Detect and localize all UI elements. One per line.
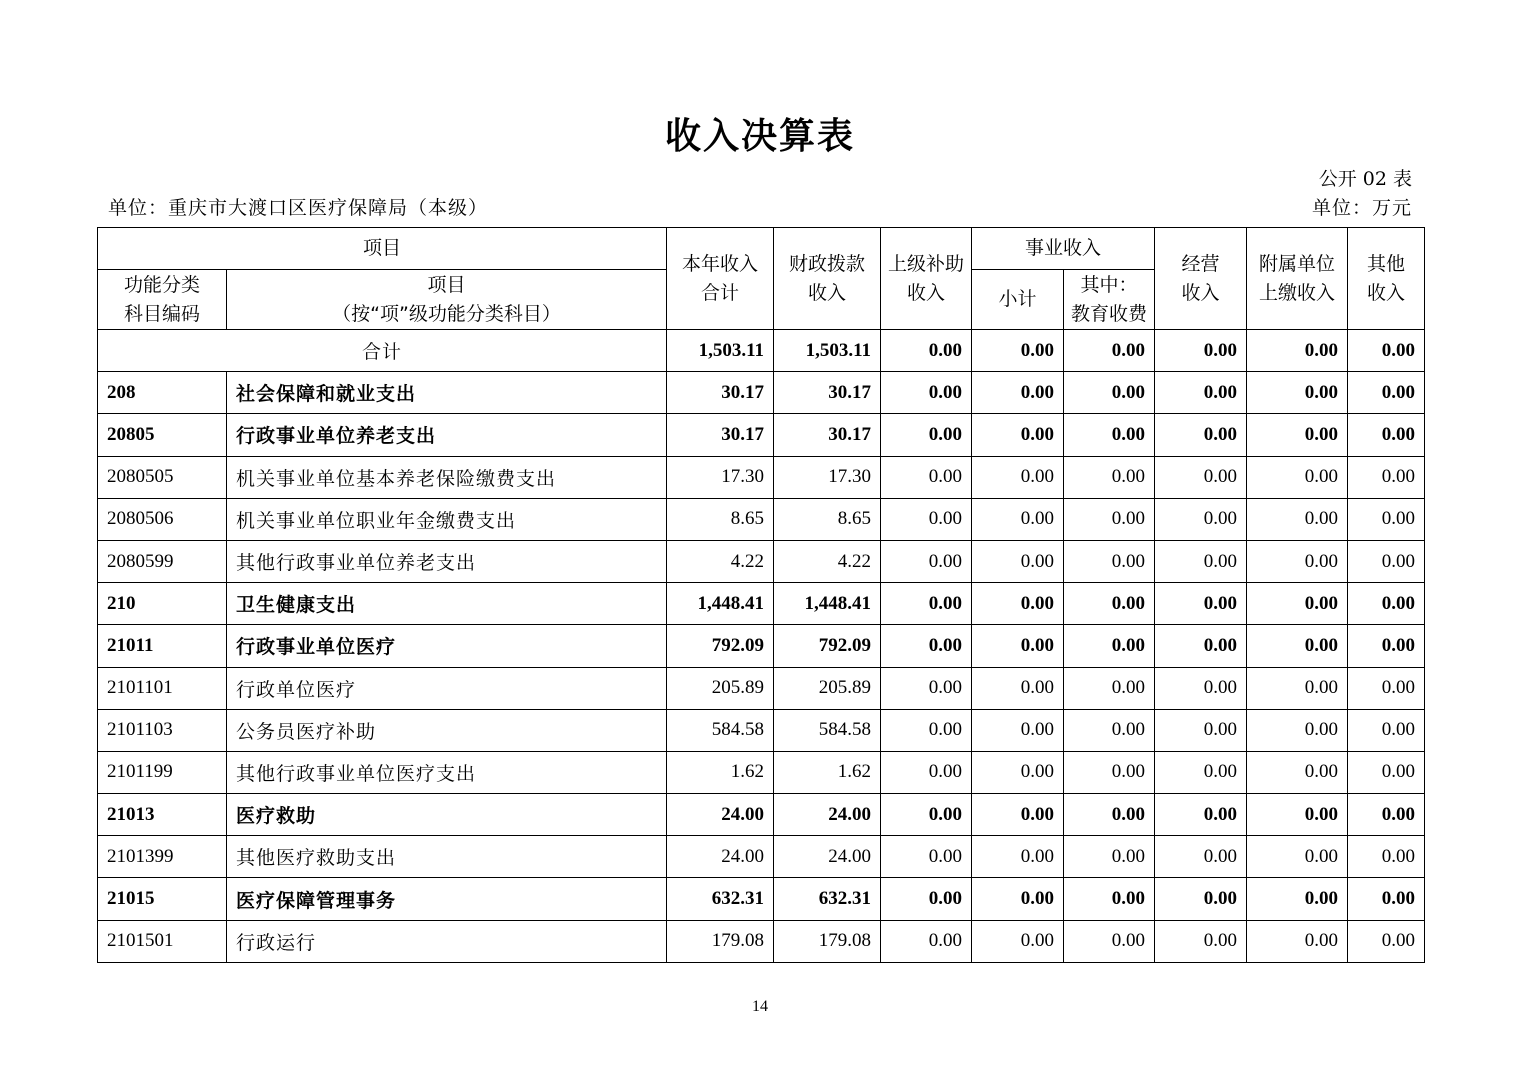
row-value-other: 0.00 — [1348, 878, 1425, 920]
row-value-affiliate: 0.00 — [1247, 794, 1348, 836]
table-row — [98, 836, 1425, 878]
row-value-fiscal: 1,448.41 — [774, 583, 881, 625]
header-public-group: 事业收入 — [972, 228, 1155, 270]
row-value-business: 0.00 — [1155, 540, 1247, 582]
row-value-business: 0.00 — [1155, 498, 1247, 540]
header-superior-line2: 收入 — [907, 281, 946, 304]
row-value-affiliate: 0.00 — [1247, 540, 1348, 582]
row-value-income: 205.89 — [667, 667, 774, 709]
row-value-other: 0.00 — [1348, 414, 1425, 456]
header-fiscal-line2: 收入 — [808, 281, 847, 304]
row-value-fiscal: 584.58 — [774, 709, 881, 751]
row-value-affiliate: 0.00 — [1247, 583, 1348, 625]
page-number: 14 — [752, 998, 768, 1015]
table-row — [98, 583, 1425, 625]
row-value-other: 0.00 — [1348, 836, 1425, 878]
row-value-affiliate: 0.00 — [1247, 920, 1348, 962]
row-value-fiscal: 24.00 — [774, 794, 881, 836]
row-value-affiliate: 0.00 — [1247, 498, 1348, 540]
income-table — [97, 227, 1425, 963]
row-value-edu: 0.00 — [1064, 667, 1155, 709]
row-value-other: 0.00 — [1348, 540, 1425, 582]
row-value-subtotal: 0.00 — [972, 540, 1064, 582]
row-value-business: 0.00 — [1155, 878, 1247, 920]
row-value-income: 17.30 — [667, 456, 774, 498]
row-value-superior: 0.00 — [881, 836, 972, 878]
row-value-subtotal: 0.00 — [972, 414, 1064, 456]
row-value-edu: 0.00 — [1064, 751, 1155, 793]
row-value-fiscal: 179.08 — [774, 920, 881, 962]
row-code: 2101501 — [98, 920, 227, 962]
header-affiliate-line1: 附属单位 — [1259, 252, 1336, 275]
row-value-income: 584.58 — [667, 709, 774, 751]
row-value-edu: 0.00 — [1064, 625, 1155, 667]
row-value-subtotal: 0.00 — [972, 583, 1064, 625]
row-value-superior: 0.00 — [881, 414, 972, 456]
row-value-other: 0.00 — [1348, 709, 1425, 751]
table-row — [98, 709, 1425, 751]
row-value-business: 0.00 — [1155, 751, 1247, 793]
row-code: 208 — [98, 372, 227, 414]
header-item-group: 项目 — [98, 228, 667, 270]
row-value-business: 0.00 — [1155, 667, 1247, 709]
row-value-superior: 0.00 — [881, 751, 972, 793]
table-row — [98, 625, 1425, 667]
table-row — [98, 878, 1425, 920]
row-value-income: 1.62 — [667, 751, 774, 793]
header-other-line1: 其他 — [1367, 252, 1406, 275]
row-value-edu: 0.00 — [1064, 540, 1155, 582]
total-value-income: 1,503.11 — [667, 330, 774, 372]
row-value-fiscal: 30.17 — [774, 372, 881, 414]
total-value-superior: 0.00 — [881, 330, 972, 372]
header-code — [98, 270, 227, 330]
row-code: 21013 — [98, 794, 227, 836]
row-value-other: 0.00 — [1348, 920, 1425, 962]
header-subtotal: 小计 — [972, 270, 1064, 330]
row-value-edu: 0.00 — [1064, 456, 1155, 498]
table-row — [98, 498, 1425, 540]
header-business — [1155, 228, 1247, 330]
row-name: 机关事业单位基本养老保险缴费支出 — [227, 456, 667, 498]
row-code: 2101103 — [98, 709, 227, 751]
row-value-fiscal: 17.30 — [774, 456, 881, 498]
row-value-other: 0.00 — [1348, 456, 1425, 498]
row-name: 行政单位医疗 — [227, 667, 667, 709]
total-value-subtotal: 0.00 — [972, 330, 1064, 372]
table-row — [98, 372, 1425, 414]
row-value-other: 0.00 — [1348, 794, 1425, 836]
row-value-superior: 0.00 — [881, 540, 972, 582]
row-value-fiscal: 30.17 — [774, 414, 881, 456]
header-total — [667, 228, 774, 330]
form-number: 公开 02 表 — [1318, 168, 1412, 190]
row-code: 2101399 — [98, 836, 227, 878]
row-value-other: 0.00 — [1348, 498, 1425, 540]
row-value-edu: 0.00 — [1064, 709, 1155, 751]
header-total-line2: 合计 — [701, 281, 740, 304]
row-value-affiliate: 0.00 — [1247, 372, 1348, 414]
row-value-superior: 0.00 — [881, 372, 972, 414]
row-name: 公务员医疗补助 — [227, 709, 667, 751]
row-name: 医疗救助 — [227, 794, 667, 836]
row-value-subtotal: 0.00 — [972, 625, 1064, 667]
row-value-income: 30.17 — [667, 372, 774, 414]
header-edu-line2: 教育收费 — [1071, 302, 1148, 325]
row-code: 21015 — [98, 878, 227, 920]
row-value-subtotal: 0.00 — [972, 878, 1064, 920]
row-name: 行政运行 — [227, 920, 667, 962]
total-row — [98, 330, 1425, 372]
row-code: 20805 — [98, 414, 227, 456]
row-value-fiscal: 24.00 — [774, 836, 881, 878]
row-value-affiliate: 0.00 — [1247, 709, 1348, 751]
row-value-subtotal: 0.00 — [972, 920, 1064, 962]
row-value-edu: 0.00 — [1064, 878, 1155, 920]
table-row — [98, 414, 1425, 456]
row-value-edu: 0.00 — [1064, 372, 1155, 414]
header-code-line1: 功能分类 — [123, 273, 200, 296]
header-other — [1348, 228, 1425, 330]
row-value-fiscal: 205.89 — [774, 667, 881, 709]
row-value-superior: 0.00 — [881, 794, 972, 836]
header-code-line2: 科目编码 — [123, 302, 200, 325]
row-value-income: 1,448.41 — [667, 583, 774, 625]
row-name: 其他医疗救助支出 — [227, 836, 667, 878]
header-other-line2: 收入 — [1367, 281, 1406, 304]
header-item — [227, 270, 667, 330]
row-value-other: 0.00 — [1348, 751, 1425, 793]
page-title: 收入决算表 — [664, 116, 855, 157]
row-value-affiliate: 0.00 — [1247, 456, 1348, 498]
header-edu — [1064, 270, 1155, 330]
row-value-edu: 0.00 — [1064, 414, 1155, 456]
total-value-fiscal: 1,503.11 — [774, 330, 881, 372]
table-row — [98, 920, 1425, 962]
table-row — [98, 667, 1425, 709]
header-item-line1: 项目 — [427, 273, 466, 296]
row-name: 卫生健康支出 — [227, 583, 667, 625]
row-value-business: 0.00 — [1155, 583, 1247, 625]
row-value-other: 0.00 — [1348, 625, 1425, 667]
row-name: 社会保障和就业支出 — [227, 372, 667, 414]
row-value-subtotal: 0.00 — [972, 456, 1064, 498]
row-value-fiscal: 632.31 — [774, 878, 881, 920]
row-code: 2101101 — [98, 667, 227, 709]
header-business-line2: 收入 — [1181, 281, 1220, 304]
row-value-superior: 0.00 — [881, 878, 972, 920]
row-value-affiliate: 0.00 — [1247, 878, 1348, 920]
row-value-subtotal: 0.00 — [972, 709, 1064, 751]
row-value-subtotal: 0.00 — [972, 498, 1064, 540]
header-edu-line1: 其中： — [1080, 273, 1138, 296]
row-value-income: 632.31 — [667, 878, 774, 920]
header-fiscal — [774, 228, 881, 330]
row-value-fiscal: 8.65 — [774, 498, 881, 540]
row-value-subtotal: 0.00 — [972, 751, 1064, 793]
table-body — [98, 330, 1425, 963]
row-value-fiscal: 792.09 — [774, 625, 881, 667]
row-name: 其他行政事业单位养老支出 — [227, 540, 667, 582]
row-value-income: 4.22 — [667, 540, 774, 582]
row-value-fiscal: 4.22 — [774, 540, 881, 582]
table-row — [98, 794, 1425, 836]
row-value-edu: 0.00 — [1064, 498, 1155, 540]
row-value-business: 0.00 — [1155, 456, 1247, 498]
row-value-other: 0.00 — [1348, 372, 1425, 414]
row-code: 2101199 — [98, 751, 227, 793]
header-affiliate — [1247, 228, 1348, 330]
row-value-business: 0.00 — [1155, 414, 1247, 456]
total-value-other: 0.00 — [1348, 330, 1425, 372]
row-value-affiliate: 0.00 — [1247, 836, 1348, 878]
row-value-business: 0.00 — [1155, 920, 1247, 962]
row-value-subtotal: 0.00 — [972, 836, 1064, 878]
row-value-income: 8.65 — [667, 498, 774, 540]
total-label: 合计 — [98, 330, 667, 372]
header-superior-line1: 上级补助 — [888, 252, 965, 275]
row-value-affiliate: 0.00 — [1247, 667, 1348, 709]
row-value-superior: 0.00 — [881, 456, 972, 498]
row-value-edu: 0.00 — [1064, 836, 1155, 878]
row-value-edu: 0.00 — [1064, 794, 1155, 836]
unit-currency: 单位：万元 — [1311, 197, 1412, 219]
row-value-business: 0.00 — [1155, 625, 1247, 667]
header-superior — [881, 228, 972, 330]
row-value-superior: 0.00 — [881, 920, 972, 962]
row-code: 2080599 — [98, 540, 227, 582]
row-value-affiliate: 0.00 — [1247, 414, 1348, 456]
row-value-superior: 0.00 — [881, 498, 972, 540]
row-value-income: 792.09 — [667, 625, 774, 667]
row-value-business: 0.00 — [1155, 836, 1247, 878]
table-row — [98, 456, 1425, 498]
row-value-edu: 0.00 — [1064, 920, 1155, 962]
row-value-subtotal: 0.00 — [972, 794, 1064, 836]
row-value-fiscal: 1.62 — [774, 751, 881, 793]
row-name: 行政事业单位医疗 — [227, 625, 667, 667]
row-value-income: 24.00 — [667, 836, 774, 878]
row-name: 行政事业单位养老支出 — [227, 414, 667, 456]
row-value-superior: 0.00 — [881, 667, 972, 709]
row-value-subtotal: 0.00 — [972, 667, 1064, 709]
table-row — [98, 751, 1425, 793]
row-value-business: 0.00 — [1155, 372, 1247, 414]
total-value-business: 0.00 — [1155, 330, 1247, 372]
row-value-other: 0.00 — [1348, 583, 1425, 625]
row-value-superior: 0.00 — [881, 583, 972, 625]
row-name: 医疗保障管理事务 — [227, 878, 667, 920]
header-total-line1: 本年收入 — [682, 252, 759, 275]
total-value-affiliate: 0.00 — [1247, 330, 1348, 372]
row-value-income: 24.00 — [667, 794, 774, 836]
header-affiliate-line2: 上缴收入 — [1259, 281, 1336, 304]
row-value-income: 179.08 — [667, 920, 774, 962]
row-value-superior: 0.00 — [881, 709, 972, 751]
row-value-income: 30.17 — [667, 414, 774, 456]
row-code: 21011 — [98, 625, 227, 667]
row-name: 机关事业单位职业年金缴费支出 — [227, 498, 667, 540]
header-fiscal-line1: 财政拨款 — [789, 252, 866, 275]
row-value-business: 0.00 — [1155, 709, 1247, 751]
header-item-line2: （按“项”级功能分类科目） — [332, 302, 561, 325]
row-code: 2080505 — [98, 456, 227, 498]
row-value-subtotal: 0.00 — [972, 372, 1064, 414]
row-value-superior: 0.00 — [881, 625, 972, 667]
row-value-affiliate: 0.00 — [1247, 625, 1348, 667]
total-value-edu: 0.00 — [1064, 330, 1155, 372]
row-name: 其他行政事业单位医疗支出 — [227, 751, 667, 793]
header-business-line1: 经营 — [1181, 252, 1220, 275]
row-code: 210 — [98, 583, 227, 625]
row-value-affiliate: 0.00 — [1247, 751, 1348, 793]
row-value-other: 0.00 — [1348, 667, 1425, 709]
row-value-business: 0.00 — [1155, 794, 1247, 836]
table-row — [98, 540, 1425, 582]
unit-organization: 单位：重庆市大渡口区医疗保障局（本级） — [108, 197, 489, 219]
row-code: 2080506 — [98, 498, 227, 540]
row-value-edu: 0.00 — [1064, 583, 1155, 625]
